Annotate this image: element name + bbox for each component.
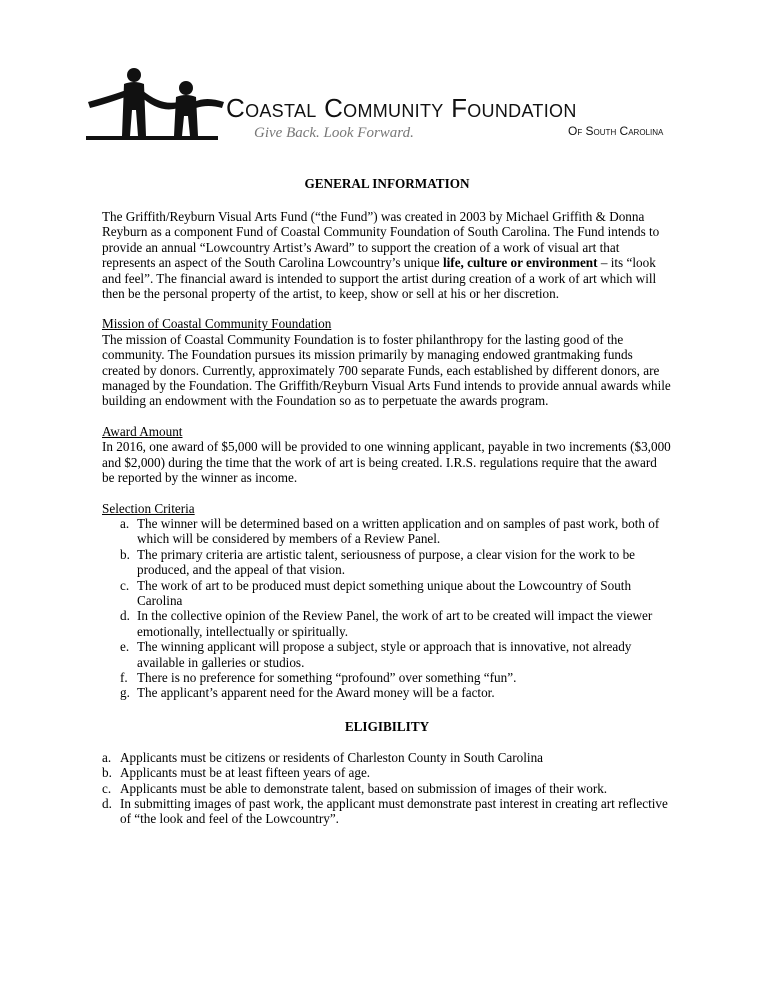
eligibility-heading: ELIGIBILITY [344, 718, 430, 734]
criteria-title: Selection Criteria [102, 500, 195, 516]
list-item: d. In the collective opinion of the Review Panel, the work of art to be created will impact the viewer emotionally, intellectually or spiritually. [120, 608, 653, 639]
list-item: g. The applicant’s apparent need for the Award money will be a factor. [120, 685, 495, 701]
award-title: Award Amount [102, 423, 183, 439]
mission-text: The mission of Coastal Community Foundation is to foster philanthropy for the lasting good of the community. The Foundation pursues its mission primarily by managing endowed grantmaking funds created by donors. Currently, approximately 700 separate Funds, each established by different donors, are managed by the Foundation. The Griffith/Reyburn Visual Arts Fund intends to provide annual awards while building an endowment with the Foundation so as to perpetuate the awards program. [102, 331, 671, 409]
list-item: b. The primary criteria are artistic talent, seriousness of purpose, a clear vision for the work to be produced, and the appeal of that vision. [120, 546, 636, 578]
people-bridge-icon [86, 66, 226, 146]
list-item: a. Applicants must be citizens or residents of Charleston County in South Carolina [102, 749, 544, 765]
logo-subtitle: Of South Carolina [568, 124, 664, 138]
general-information-heading: GENERAL INFORMATION [304, 176, 470, 191]
list-item: c. The work of art to be produced must depict something unique about the Lowcountry of South Carolina [120, 577, 632, 608]
award-text: In 2016, one award of $5,000 will be provided to one winning applicant, payable in two increments ($3,000 and $2,000) during the time that the work of art is being created. I.R.S. regulations require that the award be reported by the winner as income. [102, 439, 671, 486]
list-item: f. There is no preference for something “profound” over something “fun”. [120, 669, 517, 685]
mission-title: Mission of Coastal Community Foundation [102, 316, 332, 332]
list-item: d. In submitting images of past work, the applicant must demonstrate past interest in creating art reflective of “the look and feel of the Lowcountry”. [102, 796, 668, 827]
eligibility-list [102, 750, 672, 827]
list-item: c. Applicants must be able to demonstrate talent, based on submission of images of their work. [102, 780, 608, 796]
intro-paragraph: The Griffith/Reyburn Visual Arts Fund (“the Fund”) was created in 2003 by Michael Griffith & Donna Reyburn as a component Fund of Coastal Community Foundation of South Carolina. The Fund intends to provide an annual “Lowcountry Artist’s Award” to support the creation of a work of visual art that represents an aspect of the South Carolina Lowcountry’s unique life, culture or environment – its “look and feel”. The financial award is intended to support the artist during creation of a work of art which will then be the personal property of the artist, to keep, show or sell at his or her discretion. [102, 209, 660, 302]
document-body [102, 176, 672, 827]
logo-name: Coastal Community Foundation [226, 93, 577, 123]
foundation-logo [86, 66, 686, 146]
mission-section [102, 316, 672, 408]
criteria-list [102, 516, 672, 701]
logo-tagline: Give Back. Look Forward. [254, 125, 414, 141]
list-item: b. Applicants must be at least fifteen years of age. [102, 765, 371, 781]
criteria-section [102, 501, 672, 701]
list-item: e. The winning applicant will propose a subject, style or approach that is innovative, not already available in galleries or studios. [120, 639, 632, 670]
list-item: a. The winner will be determined based on a written application and on samples of past work, both of which will be considered by members of a Review Panel. [120, 515, 660, 547]
award-section [102, 424, 672, 486]
